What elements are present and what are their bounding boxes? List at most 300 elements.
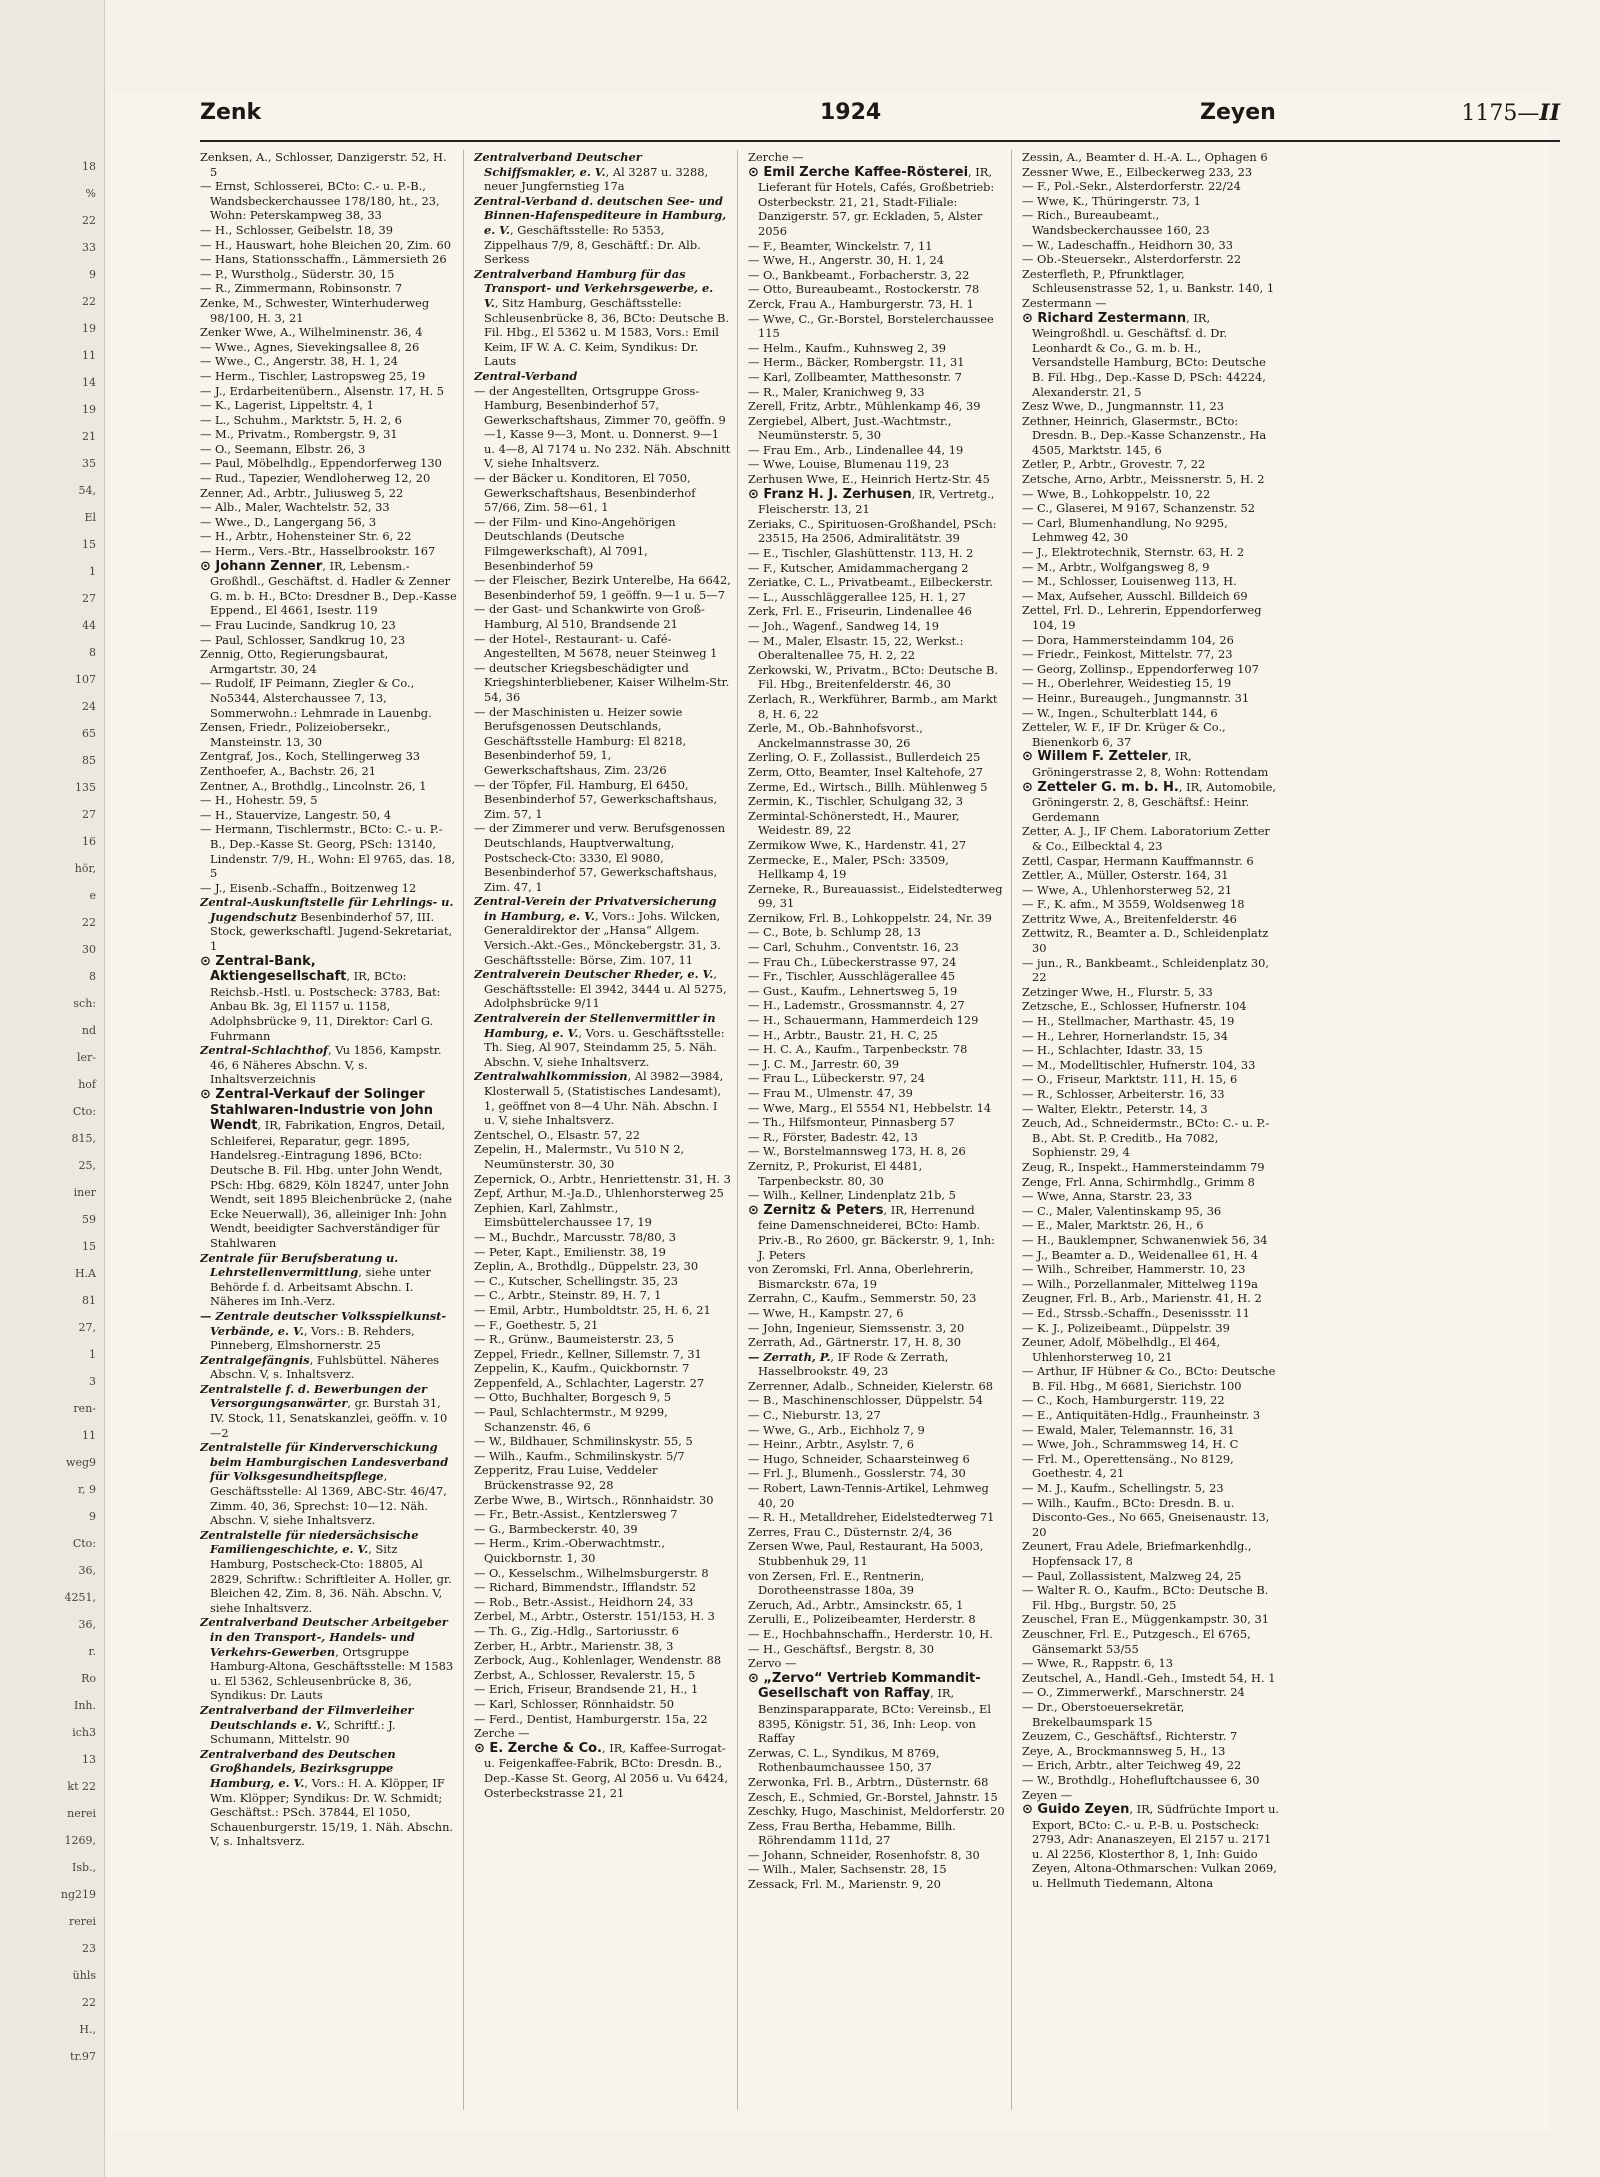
entry-name: Zeyen [1022, 1787, 1058, 1802]
spine-fragment: e [89, 889, 96, 902]
entry-name: von Zeromski [748, 1262, 827, 1277]
directory-entry [748, 1569, 1005, 1598]
entry-details: , A. J., IF Chem. Laboratorium Zetter & Co., Eilbecktal 4, 23 [1032, 824, 1270, 853]
entry-name: Zenksen [200, 150, 249, 164]
directory-entry: — L., Ausschläggerallee 125, H. 1, 27 [748, 589, 966, 604]
directory-entry [474, 1128, 731, 1143]
entry-name: Zetzinger [1022, 984, 1078, 999]
directory-entry [200, 1043, 457, 1087]
entry-name: ⊙ Zernitz & Peters [748, 1202, 884, 1218]
directory-entry: — J., Beamter a. D., Weidenallee 61, H. 4 [1022, 1247, 1259, 1262]
directory-entry: — W., Ingen., Schulterblatt 144, 6 [1022, 705, 1218, 720]
spine-fragment: weg9 [66, 1456, 96, 1469]
entry-name: Zeppel [474, 1346, 514, 1361]
directory-entry: — Dora, Hammersteindamm 104, 26 [1022, 632, 1234, 647]
entry-name: Zermecke [748, 852, 806, 867]
directory-entry: — M. J., Kaufm., Schellingstr. 5, 23 [1022, 1481, 1224, 1496]
directory-entry: — E., Antiquitäten-Hdlg., Fraunheinstr. 3 [1022, 1408, 1261, 1423]
spine-fragment: 3 [89, 1375, 96, 1388]
entry-name: Zetsche [1022, 472, 1068, 487]
directory-entry: — J. C. M., Jarrestr. 60, 39 [748, 1056, 900, 1071]
directory-entry [200, 720, 457, 749]
entry-details: , A., Schlosser, Revalerstr. 15, 5 [511, 1667, 696, 1682]
entry-name: Zenke [200, 295, 236, 310]
spine-fragment: 14 [82, 376, 96, 389]
directory-entry: — Erich, Friseur, Brandsende 21, H., 1 [474, 1682, 699, 1697]
directory-entry [1022, 1627, 1280, 1656]
entry-name: Zettler [1022, 868, 1061, 883]
directory-entry [748, 1262, 1005, 1291]
directory-entry [474, 1011, 731, 1069]
directory-entry: — F., Pol.-Sekr., Alsterdorferstr. 22/24 [1022, 179, 1241, 194]
entry-name: Zernitz [748, 1158, 790, 1173]
spine-fragment: H., [79, 2023, 96, 2036]
directory-entry: — Wwe, R., Rappstr. 6, 13 [1022, 1656, 1173, 1671]
entry-details: , IR, Benzinsparapparate, BCto: Vereinsb., El 8395, Königstr. 51, 36, Inh: Leop. von Raffay [758, 1686, 991, 1746]
entry-name: Zenker [200, 325, 242, 340]
entry-name: Zerell [748, 399, 783, 414]
spine-fragment: 815, [71, 1132, 96, 1145]
directory-entry: — W., Ladeschaffn., Heidhorn 30, 33 [1022, 237, 1234, 252]
entry-name: Zeruch [748, 1597, 790, 1612]
directory-entry [748, 780, 1005, 795]
directory-entry: — Herm., Bäcker, Rombergstr. 11, 31 [748, 355, 965, 370]
directory-entry [200, 559, 457, 618]
entry-name: Zepperitz [474, 1463, 530, 1478]
spine-fragment: El [84, 511, 96, 524]
entry-details: , Frl. B., Lohkoppelstr. 24, Nr. 39 [801, 910, 992, 925]
directory-entry [1022, 296, 1280, 311]
entry-details: , Frl. D., Lehrerin, Eppendorferweg 104, 19 [1032, 603, 1262, 632]
spine-fragment: hof [78, 1078, 96, 1091]
entry-name: Zephien [474, 1200, 522, 1215]
directory-entry [1022, 1802, 1280, 1891]
entry-details: , P., Arbtr., Grovestr. 7, 22 [1055, 457, 1206, 472]
entry-details: , A., Schlachter, Lagerstr. 27 [539, 1375, 705, 1390]
directory-entry [748, 1379, 1005, 1394]
entry-details: , Friedr., Kellner, Sillemstr. 7, 31 [513, 1346, 702, 1361]
directory-entry: — Otto, Bureaubeamt., Rostockerstr. 78 [748, 282, 980, 297]
directory-entry: — W., Borstelmannsweg 173, H. 8, 26 [748, 1144, 966, 1159]
directory-entry: — Frl. M., Operettensäng., No 8129, Goethestr. 4, 21 [1022, 1451, 1234, 1481]
directory-entry: — Ernst, Schlosserei, BCto: C.- u. P.-B., Wandsbeckerchaussee 178/180, ht., 23, Wohn: Peterskampweg 38, 33 [200, 179, 440, 223]
page-header [200, 100, 1560, 136]
directory-entry [1022, 854, 1280, 869]
spine-fragment: 22 [82, 295, 96, 308]
spine-fragment: 13 [82, 1753, 96, 1766]
entry-details: , P., Pfrunktlager, Schleusenstrasse 52, 1, u. Bankstr. 140, 1 [1032, 266, 1275, 296]
entry-name: ⊙ Zentral-Bank, Aktiengesellschaft [200, 953, 347, 985]
entry-name: Zeye [1022, 1743, 1050, 1758]
entry-name: Zentralverband Hamburg für das Transport- und Verkehrsgewerbe, e. V. [474, 266, 714, 310]
spine-fragment: 25, [78, 1159, 96, 1172]
entry-details: , M., Arbtr., Osterstr. 151/153, H. 3 [511, 1609, 715, 1624]
entry-details: , R., Beamter a. D., Schleidenplatz 30 [1032, 926, 1269, 956]
directory-entry: — Wilh., Maler, Sachsenstr. 28, 15 [748, 1862, 947, 1877]
entry-name: Zessin [1022, 150, 1060, 164]
spine-fragment: Inh. [73, 1699, 96, 1712]
entry-details: , Heinrich, Glasermstr., BCto: Dresdn. B., Dep.-Kasse Schanzenstr., Ha 4505, Marktstr. 145, 6 [1032, 413, 1267, 457]
entry-details: , Frl. E., Friseurin, Lindenallee 46 [775, 604, 972, 619]
directory-entry: — H., Oberlehrer, Weidestieg 15, 19 [1022, 676, 1232, 691]
entry-details: , IR, Weingroßhdl. u. Geschäftsf. d. Dr. Leonhardt & Co., G. m. b. H., Versandstelle Hamburg, BCto: Deutsche B. Fil. Hbg., Dep.-Kasse D, PSch: 44224, Alexanderstr. 21, 5 [1032, 310, 1266, 399]
spine-fragment: 11 [82, 1429, 96, 1442]
entry-name: Zerck [748, 296, 782, 311]
directory-entry: — Ewald, Maler, Telemannstr. 16, 31 [1022, 1422, 1235, 1437]
header-rule [200, 140, 1560, 142]
directory-entry: — Wwe, H., Angerstr. 30, H. 1, 24 [748, 253, 945, 268]
directory-entry: Zerche — [748, 150, 804, 164]
entry-details: , Karl, Zahlmstr., Eimsbüttelerchaussee 17, 19 [484, 1200, 652, 1230]
directory-entry [474, 1741, 731, 1800]
spine-fragment: 24 [82, 700, 96, 713]
directory-entry [474, 369, 731, 384]
directory-entry [748, 414, 1005, 443]
entry-name: Zentral-Verband [474, 368, 578, 383]
entry-name: Zeplin [474, 1259, 511, 1274]
spine-fragment: 27 [82, 592, 96, 605]
directory-entry [474, 1376, 731, 1391]
directory-entry [1022, 1160, 1280, 1175]
entry-name: Zerwas [748, 1745, 791, 1760]
directory-entry: — Wwe, A., Uhlenhorsterweg 52, 21 [1022, 882, 1233, 897]
directory-entry [474, 150, 731, 194]
directory-entry: — Frl. J., Blumenh., Gosslerstr. 74, 30 [748, 1466, 966, 1481]
entry-details: , O., Elsastr. 57, 22 [530, 1127, 640, 1142]
directory-entry: — Richard, Bimmendstr., Ifflandstr. 52 [474, 1580, 697, 1595]
directory-entry: — Hermann, Tischlermstr., BCto: C.- u. P.-B., Dep.-Kasse St. Georg, PSch: 13140, Lindenstr. 7/9, H., Wohn: El 9765, das. 18, 5 [200, 822, 456, 881]
directory-entry [748, 1790, 1005, 1805]
entry-name: Zeppelin [474, 1361, 525, 1376]
entry-details: , IF Rode & Zerrath, Hasselbrookstr. 49, 23 [758, 1349, 949, 1379]
directory-entry [200, 1353, 457, 1382]
entry-name: Zentral-Verband d. deutschen See- und Binnen-Hafenspediteure in Hamburg, e. V. [474, 193, 727, 237]
spine-fragment: ren- [73, 1402, 96, 1415]
entry-details: , C. L., Syndikus, M 8769, Rothenbaumchaussee 150, 37 [758, 1745, 940, 1775]
directory-entry: — H., Stauervize, Langestr. 50, 4 [200, 807, 392, 822]
entry-details: , IR, Automobile, Gröningerstr. 2, 8, Geschäftsf.: Heinr. Gerdemann [1032, 779, 1277, 824]
spine-fragment: 15 [82, 1240, 96, 1253]
entry-details: , Fritz, Arbtr., Mühlenkamp 46, 39 [782, 399, 981, 414]
directory-entry: — der Maschinisten u. Heizer sowie Berufsgenossen Deutschlands, Geschäftsstelle Hamburg: El 8218, Besenbinderhof 59, 1, Gewerkschaftshaus, Zim. 23/26 [474, 704, 687, 777]
entry-details: , IR, Südfrüchte Import u. Export, BCto: C.- u. P.-B. u. Postscheck: 2793, Adr: Ananaszeyen, El 2157 u. 2171 u. Al 2256, Klosterthor 8, 1, Inh: Guido Zeyen, Altona-Othmarschen: Vulkan 2069, u. Hellmuth Tiedemann, Altona [1032, 1802, 1280, 1891]
entry-details: , Ed., Wirtsch., Billh. Mühlenweg 5 [785, 779, 988, 794]
entry-name: — Zerrath, P. [748, 1349, 831, 1364]
spine-fragment: 22 [82, 214, 96, 227]
entry-details: Besenbinderhof 57, III. Stock, gewerkschaftl. Jugend-Sekretariat, 1 [210, 909, 453, 954]
directory-entry [474, 1463, 731, 1492]
directory-entry: — Frau Em., Arb., Lindenallee 44, 19 [748, 442, 964, 457]
spine-fragment: sch: [73, 997, 96, 1010]
directory-entry [1022, 1744, 1280, 1759]
entry-name: Zeppenfeld [474, 1375, 540, 1390]
entry-name: Zentral-Auskunftstelle für Lehrlings- u. Jugendschutz [200, 895, 454, 924]
directory-entry [200, 486, 457, 501]
directory-entry [1022, 1788, 1280, 1803]
directory-entry [1022, 780, 1280, 825]
directory-entry: — M., Schlosser, Louisenweg 113, H. [1022, 574, 1237, 589]
directory-entry [1022, 414, 1280, 458]
spine-fragment: Cto: [72, 1105, 96, 1118]
directory-entry: — der Bäcker u. Konditoren, El 7050, Gewerkschaftshaus, Besenbinderhof 57/66, Zim. 58—61, 1 [474, 471, 696, 515]
directory-entry: — L., Schuhm., Marktstr. 5, H. 2, 6 [200, 412, 402, 427]
spine-fragment: ich3 [72, 1726, 96, 1739]
entry-details: , M., Schwester, Winterhuderweg 98/100, H. 3, 21 [210, 295, 430, 325]
directory-entry [474, 967, 731, 1011]
directory-entry: — Fr., Betr.-Assist., Kentzlersweg 7 [474, 1507, 678, 1522]
entry-details: , Ad., Arbtr., Juliusweg 5, 22 [240, 485, 404, 500]
directory-entry [1022, 472, 1280, 487]
directory-entry: — Max, Aufseher, Ausschl. Billdeich 69 [1022, 588, 1248, 603]
entry-details: , O. F., Zollassist., Bullerdeich 25 [790, 750, 981, 765]
directory-entry: — O., Kesselschm., Wilhelmsburgerstr. 8 [474, 1565, 709, 1580]
directory-entry [200, 1087, 457, 1251]
directory-entry [1022, 1291, 1280, 1306]
entry-name: Zenge [1022, 1174, 1059, 1189]
directory-entry [200, 779, 457, 794]
spine-fragment: Cto: [72, 1537, 96, 1550]
entry-name: Zeug [1022, 1159, 1052, 1174]
entry-name: Zeriatke [748, 575, 797, 590]
spine-fragment: 59 [82, 1213, 96, 1226]
entry-name: Zentralstelle f. d. Bewerbungen der Versorgungsanwärter [200, 1381, 428, 1411]
directory-entry: — Frau M., Ulmenstr. 47, 39 [748, 1086, 913, 1100]
entry-name: Zermin [748, 794, 790, 809]
directory-entry [748, 1804, 1005, 1819]
directory-entry [1022, 311, 1280, 400]
entry-name: Zerhusen [748, 472, 803, 487]
entry-details: , C., Spirituosen-Großhandel, PSch: 23515, Ha 2506, Admiralitätstr. 39 [758, 516, 997, 546]
entry-details: , H., Malermstr., Vu 510 N 2, Neumünsterstr. 30, 30 [484, 1142, 685, 1171]
directory-entry: — Karl, Schlosser, Rönnhaidstr. 50 [474, 1696, 675, 1711]
entry-details: , A., Beamter d. H.-A. L., Ophagen 6 [1059, 150, 1268, 164]
entry-details: Wwe, D., Jungmannstr. 11, 23 [1048, 399, 1225, 414]
entry-details: — [1091, 295, 1107, 310]
entry-details: , E., Maler, PSch: 33509, Hellkamp 4, 19 [758, 852, 949, 882]
directory-entry [1022, 1175, 1280, 1190]
entry-details: , A., Brothdlg., Düppelstr. 23, 30 [510, 1259, 699, 1274]
entry-name: Zervo [748, 1656, 782, 1671]
directory-entry: — Georg, Zollinsp., Eppendorferweg 107 [1022, 661, 1259, 676]
entry-name: Zerrath [748, 1335, 793, 1350]
entry-name: Zettl [1022, 853, 1050, 868]
directory-entry [748, 1671, 1005, 1746]
directory-entry: — Wilh., Kellner, Lindenplatz 21b, 5 [748, 1188, 956, 1203]
entry-name: Zentralstelle für niedersächsische Familiengeschichte, e. V. [200, 1527, 419, 1557]
directory-entry: — Helm., Kaufm., Kuhnsweg 2, 39 [748, 340, 947, 355]
directory-entry [1022, 1116, 1280, 1160]
directory-entry: — Rudolf, IF Peimann, Ziegler & Co., No5344, Alsterchaussee 7, 13, Sommerwohn.: Lehmrade in Lauenbg. [200, 676, 432, 720]
entry-details: , W. F., IF Dr. Krüger & Co., Bienenkorb 6, 37 [1032, 720, 1226, 749]
directory-entry: — Wwe, G., Arb., Eichholz 7, 9 [748, 1422, 925, 1437]
entry-details: , Ortsgruppe Hamburg-Altona, Geschäftsstelle: M 1583 u. El 5362, Schleusenbrücke 8, 36, Syndikus: Dr. Lauts [210, 1644, 454, 1703]
directory-entry [748, 472, 1005, 487]
spine-fragment: 33 [82, 241, 96, 254]
entry-details: Wwe, Paul, Restaurant, Ha 5003, Stubbenhuk 29, 11 [758, 1539, 984, 1568]
entry-details: , H., Arbtr., Marienstr. 38, 3 [512, 1638, 674, 1653]
column-3 [748, 150, 1012, 2110]
directory-entry: — O., Zimmerwerkf., Marschnerstr. 24 [1022, 1685, 1245, 1700]
entry-details: , IR, Lebensm.-Großhdl., Geschäftst. d. Hadler & Zenner G. m. b. H., BCto: Dresdner B., Dep.-Kasse Eppend., El 4661, Isestr. 119 [210, 558, 457, 618]
entry-name: Zestermann [1022, 295, 1092, 310]
directory-entry: — Dr., Oberstoeuersekretär, Brekelbaumspark 15 [1022, 1699, 1185, 1729]
entry-details: , Caspar, Hermann Kauffmannstr. 6 [1049, 853, 1254, 868]
entry-details: , K., Kaufm., Quickbornstr. 7 [524, 1361, 690, 1376]
entry-name: Zeuschner [1022, 1626, 1082, 1641]
directory-entry [1022, 912, 1280, 927]
entry-details: , R., Inspekt., Hammersteindamm 79 [1051, 1159, 1265, 1174]
directory-entry: — Rich., Bureaubeamt., Wandsbeckerchaussee 160, 23 [1022, 208, 1210, 237]
directory-entry: — Erich, Arbtr., alter Teichweg 49, 22 [1022, 1758, 1242, 1773]
directory-entry: — M., Arbtr., Wolfgangsweg 8, 9 [1022, 559, 1210, 574]
entry-details: , Al 3287 u. 3288, neuer Jungfernstieg 17a [484, 164, 709, 194]
directory-entry: — H., Hauswart, hohe Bleichen 20, Zim. 60 [200, 237, 452, 252]
entry-details: , Fuhlsbüttel. Näheres Abschn. V, s. Inhaltsverz. [210, 1352, 440, 1382]
directory-entry [200, 1251, 457, 1309]
directory-entry: — Friedr., Feinkost, Mittelstr. 77, 23 [1022, 647, 1233, 662]
directory-entry [200, 1615, 457, 1703]
spine-fragment: 85 [82, 754, 96, 767]
spine-fragment: 11 [82, 349, 96, 362]
spine-fragment: Ro [81, 1672, 96, 1685]
entry-details: , Adalb., Schneider, Kielerstr. 68 [805, 1378, 994, 1393]
entry-name: Zentralwahlkommission [474, 1069, 628, 1084]
entry-details: , Otto, Beamter, Insel Kaltehofe, 27 [778, 764, 984, 779]
entry-name: Zepelin [474, 1142, 518, 1157]
entry-details: , Aug., Kohlenlager, Wendenstr. 88 [521, 1653, 722, 1668]
entry-name: Zerbock [474, 1653, 522, 1668]
directory-entry [748, 1335, 1005, 1350]
entry-name: Zepernick [474, 1171, 533, 1186]
directory-entry [748, 882, 1005, 911]
directory-entry: — der Töpfer, Fil. Hamburg, El 6450, Besenbinderhof 57, Gewerkschaftshaus, Zim. 57, 1 [474, 777, 718, 821]
entry-name: Zerrenner [748, 1378, 806, 1393]
entry-name: Zeuch [1022, 1116, 1058, 1131]
directory-entry [1022, 824, 1280, 853]
directory-entry [748, 1598, 1005, 1613]
directory-entry: — Fr., Tischler, Ausschlägerallee 45 [748, 969, 956, 984]
entry-details: — [781, 1656, 797, 1671]
entry-details: Wwe, H., Flurstr. 5, 33 [1077, 984, 1213, 999]
spine-fragment: 22 [82, 916, 96, 929]
directory-entry [748, 692, 1005, 721]
entry-details: , A., Brockmannsweg 5, H., 13 [1049, 1743, 1226, 1758]
entry-name: Zentner [200, 778, 245, 793]
entry-name: ⊙ Zentral-Verkauf der Solinger Stahlwaren-Industrie von John Wendt [200, 1087, 433, 1134]
entry-details: , IR, Fabrikation, Engros, Detail, Schleiferei, Reparatur, gegr. 1895, Handelsreg.-Eintragung 1896, BCto: Deutsche B. Fil. Hbg. unter John Wendt, PSch: Hbg. 6829, Köln 18247, unter John Wendt, seit 1895 Bleichenbrücke 2, (nahe Ecke Neuerwall), 36, alleiniger Inh: John Wendt, beeidigter Sachverständiger für Stahlwaren [210, 1118, 453, 1250]
entry-details: , gr. Burstah 31, IV. Stock, 11, Senatskanzlei, geöffn. v. 10—2 [210, 1396, 448, 1440]
entry-name: ⊙ Zetteler G. m. b. H. [1022, 779, 1179, 795]
directory-entry: — der Gast- und Schankwirte von Groß-Hamburg, Al 510, Brandsende 21 [474, 602, 705, 631]
entry-details: , Adolf, Möbelhdlg., El 464, Uhlenhorsterweg 10, 21 [1032, 1335, 1221, 1364]
entry-name: — Zentrale deutscher Volksspielkunst-Verbände, e. V. [200, 1308, 447, 1338]
spine-fragment: iner [73, 1186, 96, 1199]
entry-name: Zentralverband des Deutschen Großhandels, Bezirksgruppe Hamburg, e. V. [200, 1746, 396, 1790]
directory-entry: — Paul, Möbelhdlg., Eppendorferweg 130 [200, 456, 442, 471]
directory-entry: — C., Kutscher, Schellingstr. 35, 23 [474, 1273, 678, 1288]
entry-details: , IR, Gröningerstrasse 2, 8, Wohn: Rottendam [1032, 749, 1269, 779]
entry-name: Zernikow [748, 910, 802, 925]
entry-name: Zentrale für Berufsberatung u. Lehrstellenvermittlung [200, 1250, 399, 1280]
directory-entry [200, 1747, 457, 1849]
directory-entry: — jun., R., Bankbeamt., Schleidenplatz 30, 22 [1022, 955, 1269, 985]
entry-details: , Frl. B., Arb., Marienstr. 41, H. 2 [1069, 1291, 1262, 1306]
entry-name: Zetzsche [1022, 999, 1074, 1014]
directory-columns [200, 150, 1560, 2110]
spine-fragment: nd [81, 1024, 96, 1037]
spine-fragment: 9 [89, 268, 96, 281]
directory-entry: — Robert, Lawn-Tennis-Artikel, Lehmweg 40, 20 [748, 1481, 989, 1510]
directory-entry [200, 1440, 457, 1528]
spine-fragment: 27, [78, 1321, 96, 1334]
entry-details: , Vors.: H. A. Klöpper, IF Wm. Klöpper; Syndikus: Dr. W. Schmidt; Geschäftst.: PSch. 37844, El 1050, Schauenburgerstr. 15/19, 1. Näh. Abschn. V, s. Inhaltsverz. [210, 1775, 454, 1849]
directory-entry [748, 1656, 1005, 1671]
directory-entry [200, 749, 457, 764]
entry-name: Zeuschel [1022, 1612, 1074, 1627]
directory-entry [474, 1361, 731, 1376]
directory-entry: — Walter, Elektr., Peterstr. 14, 3 [1022, 1101, 1208, 1116]
directory-entry: — G., Barmbeckerstr. 40, 39 [474, 1521, 638, 1536]
spine-fragment: 65 [82, 727, 96, 740]
spine-fragment: 135 [75, 781, 96, 794]
directory-entry: — C., Arbtr., Steinstr. 89, H. 7, 1 [474, 1288, 662, 1303]
entry-details: , Vors.: Johs. Wilcken, Generaldirektor der „Hansa“ Allgem. Versich.-Akt.-Ges., Mönckebergstr. 31, 3. Geschäftsstelle: Börse, Zim. 107, 11 [484, 908, 721, 967]
spine-fragment: 8 [89, 646, 96, 659]
entry-name: Zethner [1022, 413, 1067, 428]
entry-name: Zentralverein der Stellenvermittler in Hamburg, e. V. [474, 1011, 716, 1040]
spine-fragment: 4251, [64, 1591, 96, 1604]
entry-details: , C., Kaufm., Semmerstr. 50, 23 [795, 1291, 977, 1306]
entry-name: Zerche [474, 1726, 515, 1741]
directory-entry: — O., Seemann, Elbstr. 26, 3 [200, 441, 366, 456]
directory-entry [748, 399, 1005, 414]
directory-entry [474, 1186, 731, 1201]
entry-details: , Frl. E., Putzgesch., El 6765, Gänsemarkt 53/55 [1032, 1626, 1251, 1656]
directory-entry [1022, 720, 1280, 749]
directory-entry [200, 647, 457, 676]
spine-fragment: 44 [82, 619, 96, 632]
entry-name: Zerkowski [748, 662, 809, 677]
entry-details: , Frau C., Düsternstr. 2/4, 36 [786, 1524, 952, 1539]
directory-entry [748, 604, 1005, 619]
entry-name: Zessner [1022, 164, 1068, 179]
entry-details: , Hugo, Maschinist, Meldorferstr. 20 [794, 1804, 1005, 1819]
entry-details: , Frl. B., Arbtrn., Düsternstr. 68 [805, 1774, 989, 1789]
directory-entry: — C., Glaserei, M 9167, Schanzenstr. 52 [1022, 501, 1255, 516]
entry-name: Zeuzem [1022, 1729, 1068, 1744]
entry-name: Zermintal-Schönerstedt [748, 808, 886, 823]
directory-entry: — E., Maler, Marktstr. 26, H., 6 [1022, 1218, 1204, 1233]
entry-name: Zesz [1022, 399, 1049, 414]
entry-details: , Schriftf.: J. Schumann, Mittelstr. 90 [210, 1717, 396, 1747]
entry-name: Zeutschel [1022, 1670, 1079, 1685]
directory-entry: — der Hotel-, Restaurant- u. Café-Angestellten, M 5678, neuer Steinweg 1 [474, 631, 718, 661]
entry-details: , Al 3982—3984, Klosterwall 5, (Statistisches Landesamt), 1, geöffnet von 8—4 Uhr. Näh. Abschn. I u. V, siehe Inhaltsverz. [484, 1069, 724, 1128]
entry-name: Zettwitz [1022, 926, 1070, 941]
directory-entry: — Wwe., C., Angerstr. 38, H. 1, 24 [200, 354, 399, 369]
directory-entry [474, 267, 731, 369]
directory-entry: — Walter R. O., Kaufm., BCto: Deutsche B. Fil. Hbg., Burgstr. 50, 25 [1022, 1583, 1269, 1612]
entry-details: , A., Brothdlg., Lincolnstr. 26, 1 [244, 778, 427, 793]
entry-details: , A., Bachstr. 26, 21 [262, 763, 376, 778]
directory-entry: — H., Bauklempner, Schwanenwiek 56, 34 [1022, 1232, 1268, 1247]
spine-fragment: 22 [82, 1996, 96, 2009]
directory-entry [474, 1668, 731, 1683]
directory-entry [1022, 165, 1280, 180]
spine-fragment: 27 [82, 808, 96, 821]
entry-details: , Ad., Arbtr., Amsinckstr. 65, 1 [789, 1597, 964, 1612]
directory-entry: — Otto, Buchhalter, Borgesch 9, 5 [474, 1390, 672, 1405]
